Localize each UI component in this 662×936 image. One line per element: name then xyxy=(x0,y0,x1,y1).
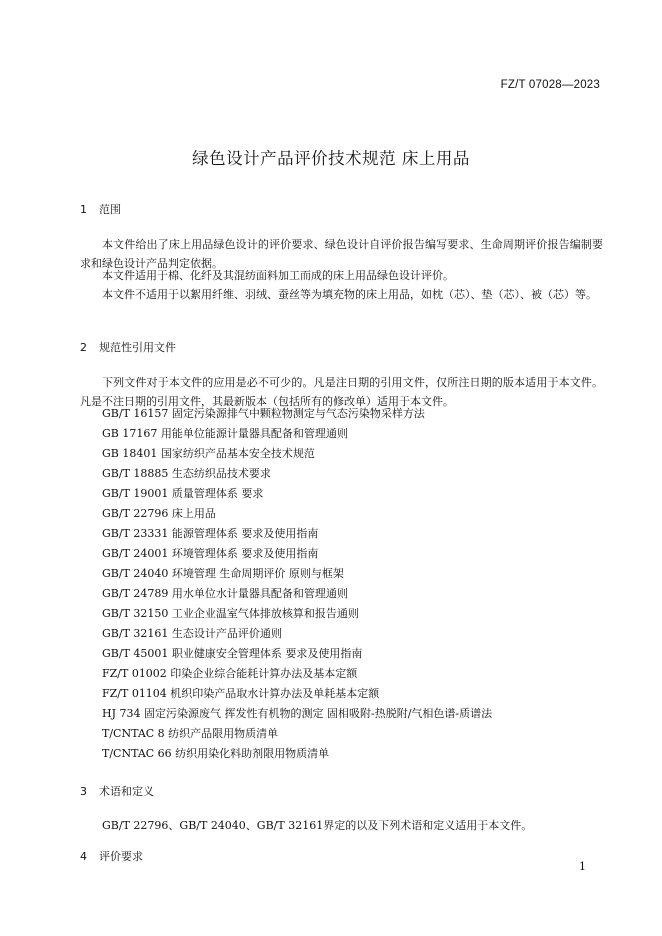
reference-item: GB/T 16157 固定污染源排气中颗粒物测定与气态污染物采样方法 xyxy=(102,407,425,420)
paragraph: 本文件给出了床上用品绿色设计的评价要求、绿色设计自评价报告编写要求、生命周期评价报告编制要求和绿色设计产品判定依据。 xyxy=(80,238,603,270)
reference-item: GB/T 24789 用水单位水计量器具配备和管理通则 xyxy=(102,587,348,600)
reference-item: FZ/T 01104 机织印染产品取水计算办法及单耗基本定额 xyxy=(102,687,380,700)
paragraph: 下列文件对于本文件的应用是必不可少的。凡是注日期的引用文件，仅所注日期的版本适用于本文件。凡是不注日期的引用文件，其最新版本（包括所有的修改单）适用于本文件。 xyxy=(80,376,603,408)
section-4-heading xyxy=(80,848,143,864)
section-3-heading xyxy=(80,783,154,799)
section-number: 3 xyxy=(80,785,87,798)
reference-item: GB/T 32161 生态设计产品评价通则 xyxy=(102,627,282,640)
paragraph: GB/T 22796、GB/T 24040、GB/T 32161界定的以及下列术语和定义适用于本文件。 xyxy=(102,819,533,832)
section-number: 1 xyxy=(80,203,87,216)
reference-item: T/CNTAC 66 纺织用染化料助剂限用物质清单 xyxy=(102,747,330,760)
reference-item: GB/T 24001 环境管理体系 要求及使用指南 xyxy=(102,547,319,560)
section-title: 规范性引用文件 xyxy=(99,341,176,354)
reference-item: GB/T 18885 生态纺织品技术要求 xyxy=(102,467,271,480)
section-2-heading xyxy=(80,339,176,355)
section-title: 范围 xyxy=(99,203,121,216)
paragraph: 本文件适用于棉、化纤及其混纺面料加工而成的床上用品绿色设计评价。 xyxy=(102,269,454,282)
reference-item: HJ 734 固定污染源废气 挥发性有机物的测定 固相吸附-热脱附/气相色谱-质谱法 xyxy=(102,707,493,720)
section-title: 术语和定义 xyxy=(99,785,154,798)
reference-item: FZ/T 01002 印染企业综合能耗计算办法及基本定额 xyxy=(102,667,358,680)
reference-item: GB 17167 用能单位能源计量器具配备和管理通则 xyxy=(102,427,348,440)
section-number: 4 xyxy=(80,850,87,863)
reference-item: GB/T 23331 能源管理体系 要求及使用指南 xyxy=(102,527,319,540)
reference-item: GB/T 32150 工业企业温室气体排放核算和报告通则 xyxy=(102,607,359,620)
section-number: 2 xyxy=(80,341,87,354)
standard-code: FZ/T 07028—2023 xyxy=(500,79,600,91)
reference-item: GB/T 45001 职业健康安全管理体系 要求及使用指南 xyxy=(102,647,363,660)
section-title: 评价要求 xyxy=(99,850,143,863)
section-1-heading xyxy=(80,201,121,217)
reference-item: GB/T 22796 床上用品 xyxy=(102,507,216,520)
page-number: 1 xyxy=(579,860,586,873)
reference-item: T/CNTAC 8 纺织产品限用物质清单 xyxy=(102,727,279,740)
document-title: 绿色设计产品评价技术规范 床上用品 xyxy=(192,149,470,168)
reference-item: GB 18401 国家纺织产品基本安全技术规范 xyxy=(102,447,315,460)
paragraph: 本文件不适用于以絮用纤维、羽绒、蚕丝等为填充物的床上用品，如枕（芯）、垫（芯）、被（芯）等。 xyxy=(102,288,597,301)
reference-item: GB/T 24040 环境管理 生命周期评价 原则与框架 xyxy=(102,567,344,580)
reference-item: GB/T 19001 质量管理体系 要求 xyxy=(102,487,264,500)
